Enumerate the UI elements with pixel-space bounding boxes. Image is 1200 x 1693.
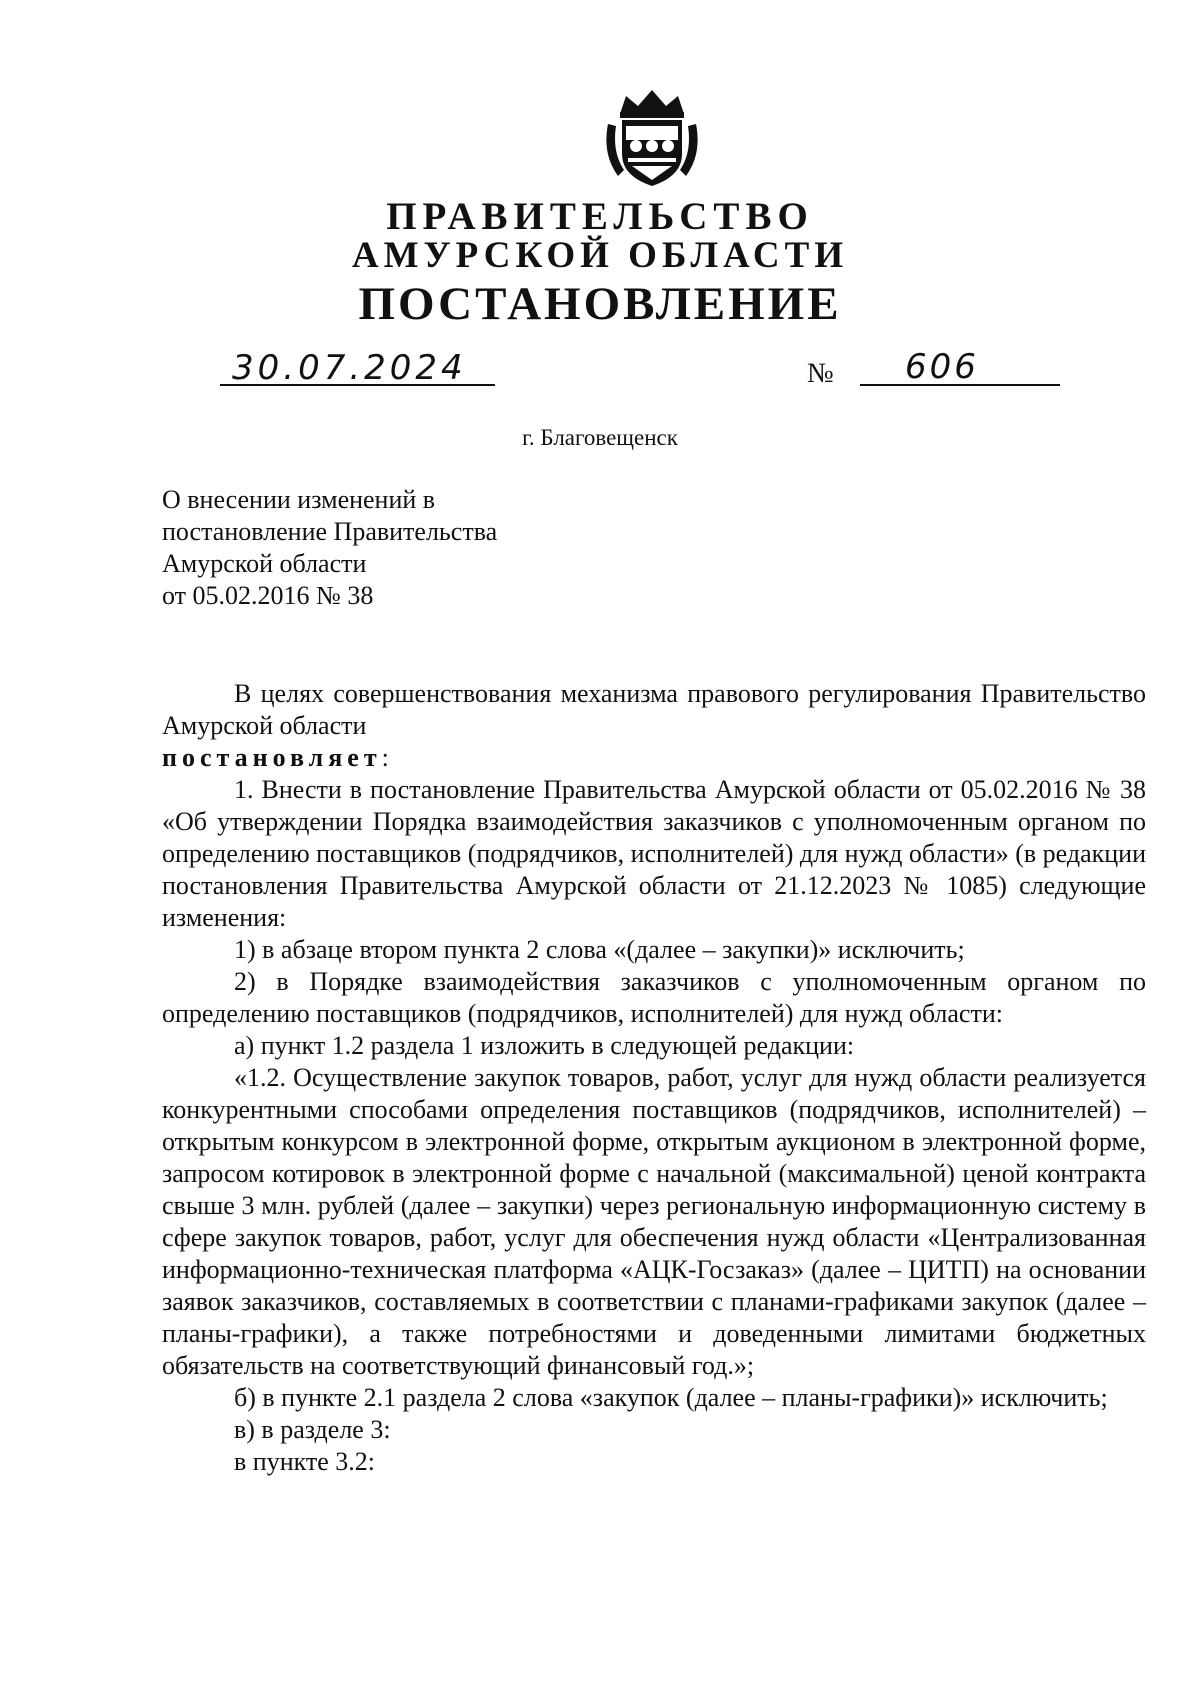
government-title-line1: ПРАВИТЕЛЬСТВО [386, 195, 814, 238]
subject-line: Амурской области [162, 549, 367, 578]
number-sign: № [807, 358, 834, 389]
preamble-paragraph: В целях совершенствования механизма правового регулирования Правительство Амурской области [162, 679, 1146, 740]
body-paragraph: в пункте 3.2: [234, 1447, 376, 1476]
subject-line: О внесении изменений в [162, 485, 436, 514]
body-paragraph: 1) в абзаце втором пункта 2 слова «(далее – закупки)» исключить; [234, 935, 965, 964]
document-type-title: ПОСТАНОВЛЕНИЕ [358, 278, 842, 330]
body-paragraph: 2) в Порядке взаимодействия заказчиков с уполномоченным органом по определению поставщиков (подрядчиков, исполнителей) для нужд области: [162, 967, 1146, 1028]
body-paragraph: в) в разделе 3: [234, 1415, 391, 1444]
document-subject [162, 484, 497, 612]
subject-line: постановление Правительства [162, 517, 498, 546]
coat-of-arms-icon [598, 84, 706, 192]
body-paragraph: «1.2. Осуществление закупок товаров, работ, услуг для нужд области реализуется конкурентными способами определения поставщиков (подрядчиков, исполнителей) – открытым конкурсом в электронной форме, открытым аукционом в электронной форме, запросом котировок в электронной форме с начальной (максимальной) ценой контракта свыше 3 млн. рублей (далее – закупки) через региональную информационную систему в сфере закупок товаров, работ, услуг для обеспечения нужд области «Централизованная информационно-техническая платформа «АЦК-Госзаказ» (далее – ЦИТП) на основании заявок заказчиков, составляемых в соответствии с планами-графиками закупок (далее – планы-графики), а также потребностями и доведенными лимитами бюджетных обязательств на соответствующий финансовый год.»; [162, 1063, 1146, 1380]
resolves-word: постановляет [162, 743, 382, 772]
subject-line: от 05.02.2016 № 38 [162, 581, 374, 610]
document-body [162, 678, 1146, 1478]
body-paragraph: 1. Внести в постановление Правительства Амурской области от 05.02.2016 № 38 «Об утверждении Порядка взаимодействия заказчиков с уполномоченным органом по определению поставщиков (подрядчиков, исполнителей) для нужд области» (в редакции постановления Правительства Амурской области от 21.12.2023 № 1085) следующие изменения: [162, 775, 1147, 932]
date-underline [220, 384, 495, 386]
city-label: г. Благовещенск [522, 425, 678, 450]
body-paragraph: б) в пункте 2.1 раздела 2 слова «закупок (далее – планы-графики)» исключить; [234, 1383, 1108, 1412]
body-paragraph: а) пункт 1.2 раздела 1 изложить в следующей редакции: [234, 1031, 855, 1060]
document-number: 606 [905, 347, 979, 387]
resolution-keyword [162, 742, 1146, 774]
document-date: 30.07.2024 [232, 348, 467, 388]
number-underline [860, 384, 1060, 386]
resolves-colon: : [381, 743, 389, 772]
government-title-line2: АМУРСКОЙ ОБЛАСТИ [351, 235, 849, 276]
